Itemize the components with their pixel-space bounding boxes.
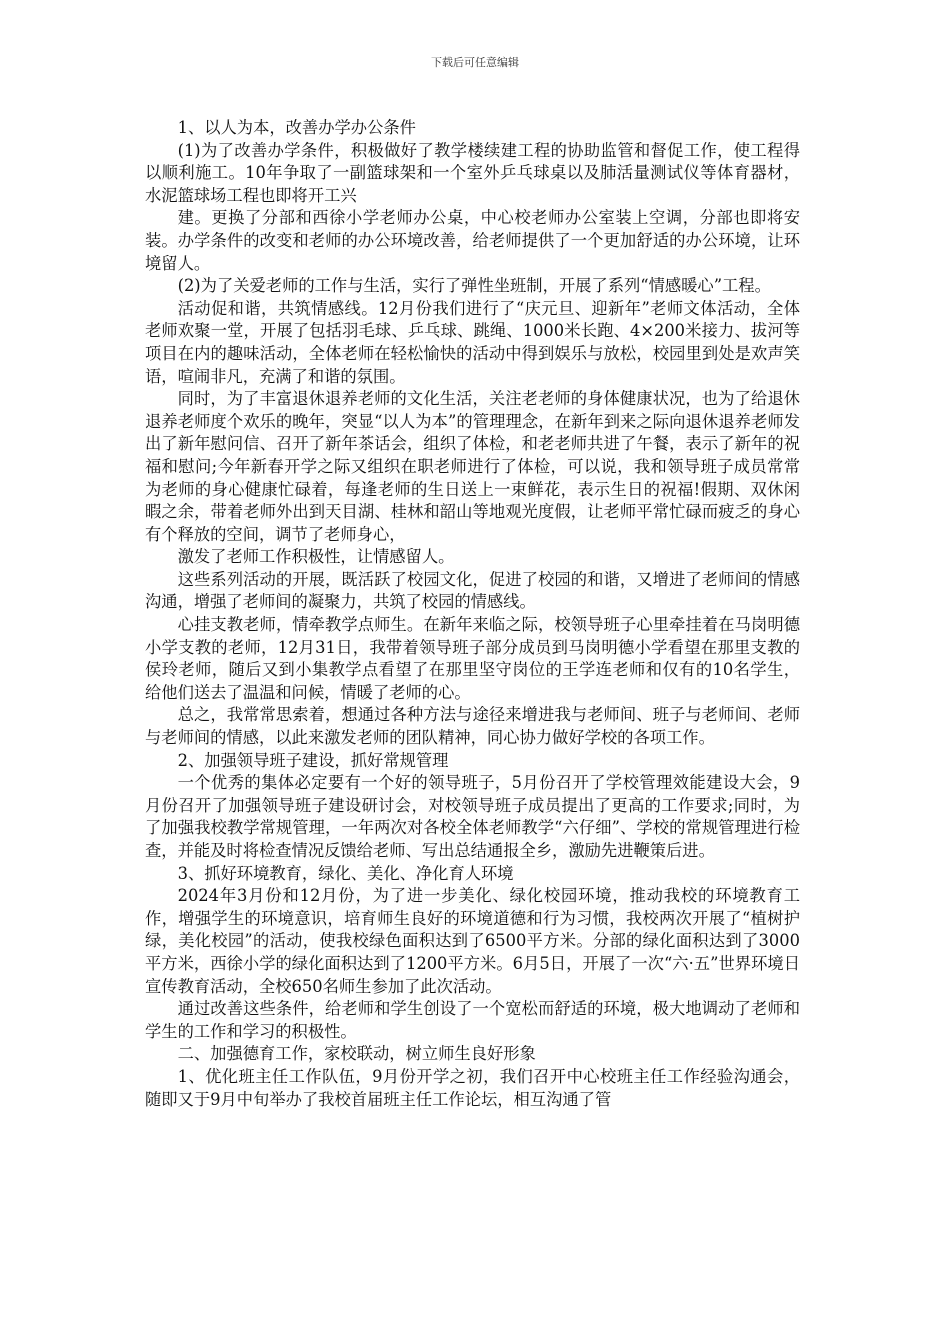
paragraph: 建。更换了分部和西徐小学老师办公桌，中心校老师办公室装上空调，分部也即将安装。办学条件的改变和老师的办公环境改善，给老师提供了一个更加舒适的办公环境，让环境留人。 xyxy=(145,208,800,273)
section-heading: 1、以人为本，改善办学办公条件 xyxy=(177,118,416,137)
paragraph: (2)为了关爱老师的工作与生活，实行了弹性坐班制，开展了系列“情感暖心”工程。 xyxy=(177,276,771,296)
paragraph: 同时，为了丰富退休退养老师的文化生活，关注老老师的身体健康状况，也为了给退休退养老师度个欢乐的晚年，突显“以人为本”的管理理念，在新年到来之际向退休退养老师发出了新年慰问信、召开了新年茶话会，组织了体检，和老老师共进了午餐，表示了新年的祝福和慰问;今年新春开学之际又组织在职老师进行了体检，可以说，我和领导班子成员常常为老师的身心健康忙碌着，每逢老师的生日送上一束鲜花，表示生日的祝福!假期、双休闲暇之余，带着老师外出到天目湖、桂林和韶山等地观光度假，让老师平常忙碌而疲乏的身心有个释放的空间，调节了老师身心， xyxy=(145,389,800,544)
paragraph: (1)为了改善办学条件，积极做好了教学楼续建工程的协助监管和督促工作，使工程得以顺利施工。10年争取了一副篮球架和一个室外乒乓球桌以及肺活量测试仪等体育器材，水泥篮球场工程也即将开工兴 xyxy=(145,140,800,205)
paragraph: 1、优化班主任工作队伍，9月份开学之初，我们召开中心校班主任工作经验沟通会，随即又于9月中旬举办了我校首届班主任工作论坛，相互沟通了管 xyxy=(145,1066,800,1109)
paragraph: 心挂支教老师，情牵教学点师生。在新年来临之际，校领导班子心里牵挂着在马岗明德小学支教的老师，12月31日，我带着领导班子部分成员到马岗明德小学看望在那里支教的侯玲老师，随后又到小集教学点看望了在那里坚守岗位的王学连老师和仅有的10名学生，给他们送去了温温和问候，情暖了老师的心。 xyxy=(145,615,800,702)
document-body xyxy=(145,117,800,1111)
paragraph: 总之，我常常思索着，想通过各种方法与途径来增进我与老师间、班子与老师间、老师与老师间的情感，以此来激发老师的团队精神，同心协力做好学校的各项工作。 xyxy=(145,705,800,748)
paragraph: 一个优秀的集体必定要有一个好的领导班子，5月份召开了学校管理效能建设大会，9月份召开了加强领导班子建设研讨会，对校领导班子成员提出了更高的工作要求;同时，为了加强我校教学常规管理，一年两次对各校全体老师教学“六仔细”、学校的常规管理进行检查，并能及时将检查情况反馈给老师、写出总结通报全乡，激励先进鞭策后进。 xyxy=(145,773,800,860)
paragraph: 通过改善这些条件，给老师和学生创设了一个宽松而舒适的环境，极大地调动了老师和学生的工作和学习的积极性。 xyxy=(145,999,800,1041)
paragraph: 2024年3月份和12月份，为了进一步美化、绿化校园环境，推动我校的环境教育工作，增强学生的环境意识，培育师生良好的环境道德和行为习惯，我校两次开展了“植树护绿，美化校园”的活动，使我校绿色面积达到了6500平方米。分部的绿化面积达到了3000平方米，西徐小学的绿化面积达到了1200平方米。6月5日，开展了一次“六·五”世界环境日宣传教育活动，全校650名师生参加了此次活动。 xyxy=(145,886,800,996)
section-heading: 2、加强领导班子建设，抓好常规管理 xyxy=(177,750,449,770)
paragraph: 这些系列活动的开展，既活跃了校园文化，促进了校园的和谐，又增进了老师间的情感沟通，增强了老师间的凝聚力，共筑了校园的情感线。 xyxy=(145,569,800,612)
section-heading: 二、加强德育工作，家校联动，树立师生良好形象 xyxy=(177,1044,536,1064)
section-heading: 3、抓好环境教育，绿化、美化、净化育人环境 xyxy=(177,863,514,883)
page-header-note: 下载后可任意编辑 xyxy=(431,56,519,69)
paragraph: 活动促和谐，共筑情感线。12月份我们进行了“庆元旦、迎新年”老师文体活动，全体老师欢聚一堂，开展了包括羽毛球、乒乓球、跳绳、1000米长跑、4×200米接力、拔河等项目在内的趣味活动，全体老师在轻松愉快的活动中得到娱乐与放松，校园里到处是欢声笑语，喧闹非凡，充满了和谐的氛围。 xyxy=(145,298,800,386)
paragraph: 激发了老师工作积极性，让情感留人。 xyxy=(177,547,455,567)
